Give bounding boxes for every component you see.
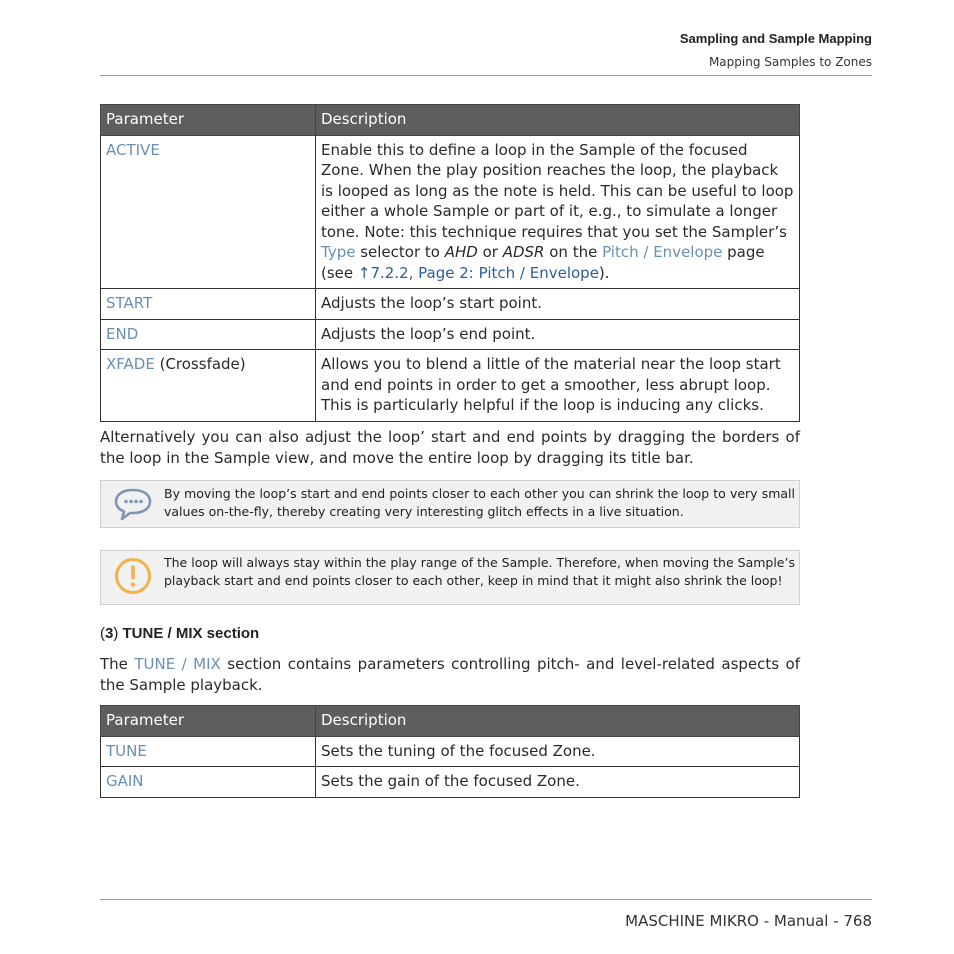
description-text: ). bbox=[598, 263, 610, 282]
tune-mix-parameter-table bbox=[100, 705, 800, 798]
parameter-cell bbox=[101, 350, 316, 422]
table-row bbox=[101, 135, 800, 289]
section-number: 3 bbox=[105, 625, 114, 642]
parameter-name-gain: GAIN bbox=[106, 772, 144, 790]
heading-paren: ) bbox=[113, 625, 119, 642]
ahd-term: AHD bbox=[444, 243, 478, 261]
footer-page-label: MASCHINE MIKRO - Manual - 768 bbox=[625, 912, 872, 930]
description-cell: Adjusts the loop’s end point. bbox=[316, 319, 800, 350]
table-row bbox=[101, 289, 800, 320]
loop-parameter-table bbox=[100, 104, 800, 422]
parameter-cell bbox=[101, 135, 316, 289]
table-row bbox=[101, 767, 800, 798]
tune-mix-reference: TUNE / MIX bbox=[134, 655, 221, 673]
header-section-title: Mapping Samples to Zones bbox=[708, 55, 872, 69]
warning-text: The loop will always stay within the play range of the Sample. Therefore, when moving the Sample’s playback start and end points closer to each other, keep in mind that it might also shrink the loop! bbox=[164, 555, 795, 588]
description-text: page (see bbox=[321, 243, 765, 282]
parameter-name-end: END bbox=[106, 324, 139, 343]
header-divider bbox=[100, 75, 872, 76]
adsr-term: ADSR bbox=[502, 243, 545, 261]
description-text: on the bbox=[544, 243, 603, 261]
parameter-cell bbox=[101, 736, 316, 767]
description-cell: Sets the gain of the focused Zone. bbox=[316, 767, 800, 798]
paragraph-text: section contains parameters controlling pitch- and level-related aspects of the Sample playback. bbox=[100, 655, 801, 694]
table-row bbox=[101, 736, 800, 767]
parameter-name-start: START bbox=[106, 294, 153, 312]
warning-box bbox=[100, 550, 800, 605]
heading-paren: ( bbox=[100, 625, 105, 642]
table-row bbox=[101, 319, 800, 350]
parameter-cell bbox=[101, 767, 316, 798]
description-cell: Allows you to blend a little of the material near the loop start and end points in order to get a smoother, less abrupt loop. This is particularly helpful if the loop is inducing any clicks. bbox=[316, 350, 800, 422]
pitch-envelope-reference: Pitch / Envelope bbox=[602, 243, 723, 261]
table-header-row bbox=[101, 706, 800, 737]
parameter-suffix: (Crossfade) bbox=[154, 355, 246, 373]
parameter-name-xfade: XFADE bbox=[106, 355, 155, 373]
header-chapter-title: Sampling and Sample Mapping bbox=[679, 31, 872, 46]
parameter-name-active: ACTIVE bbox=[106, 140, 160, 159]
tip-text: By moving the loop’s start and end points closer to each other you can shrink the loop to very small values on-the-fly, thereby creating very interesting glitch effects in a live situation. bbox=[164, 486, 795, 519]
description-text: selector to bbox=[355, 243, 445, 261]
parameter-cell bbox=[101, 319, 316, 350]
column-header-description: Description bbox=[316, 105, 800, 136]
paragraph-text: The bbox=[100, 655, 135, 673]
tip-box bbox=[100, 480, 800, 528]
table-row bbox=[101, 350, 800, 422]
table-header-row bbox=[101, 105, 800, 136]
description-text: or bbox=[477, 243, 503, 261]
description-text: Enable this to define a loop in the Sample of the focused Zone. When the play position reaches the loop, the playback is looped as long as the note is held. This can be useful to loop either a whole Sample or part of it, e.g., to simulate a longer tone. Note: this technique requires that you set the Sampler’s bbox=[321, 140, 794, 241]
speech-bubble-icon bbox=[113, 486, 153, 527]
parameter-cell bbox=[101, 289, 316, 320]
exclamation-icon bbox=[113, 557, 153, 600]
type-reference: Type bbox=[321, 243, 356, 261]
parameter-name-tune: TUNE bbox=[106, 741, 147, 760]
tune-mix-paragraph bbox=[100, 654, 800, 695]
description-cell bbox=[316, 135, 800, 289]
cross-reference-link[interactable]: ↑7.2.2, Page 2: Pitch / Envelope bbox=[357, 263, 599, 282]
section-title: TUNE / MIX section bbox=[122, 625, 260, 642]
section-heading bbox=[100, 625, 259, 642]
column-header-parameter: Parameter bbox=[101, 105, 316, 136]
description-cell: Sets the tuning of the focused Zone. bbox=[316, 736, 800, 767]
footer-divider bbox=[100, 899, 872, 900]
loop-drag-paragraph: Alternatively you can also adjust the loop’ start and end points by dragging the borders of the loop in the Sample view, and move the entire loop by dragging its title bar. bbox=[100, 428, 800, 467]
column-header-description: Description bbox=[316, 706, 800, 737]
description-cell: Adjusts the loop’s start point. bbox=[316, 289, 800, 320]
column-header-parameter: Parameter bbox=[101, 706, 316, 737]
